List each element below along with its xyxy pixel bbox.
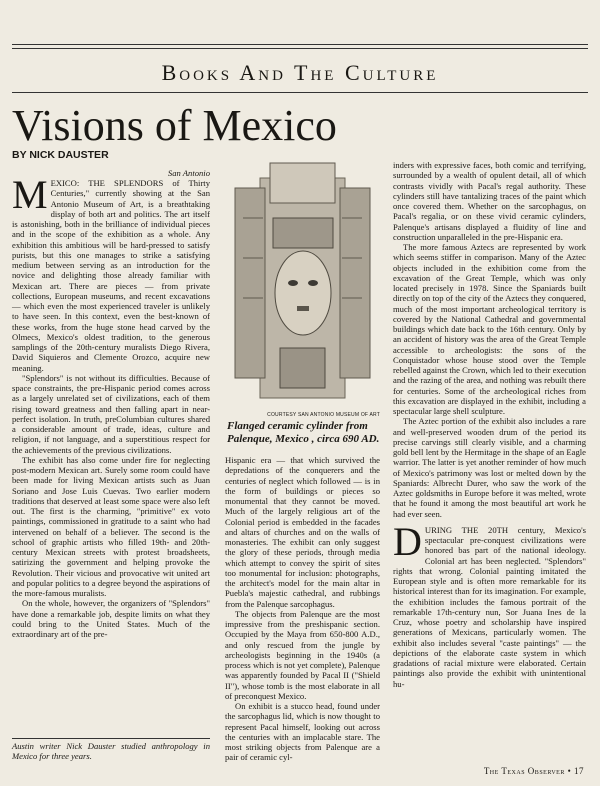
dateline: San Antonio [167, 168, 210, 178]
drop-cap: D [393, 518, 422, 564]
paragraph: The exhibit has also come under fire for neglecting post-modern Mexican art. Surely some room could have been made for living Mexican artists such as Juan Soriano and Jose Luis Cuevas. Two earlier modern traditions that deserved at least some space were also left out. The first is the charming, "primitive" ex voto paintings, commissioned in gratitude to a saint who had intervened on behalf of a believer. The second is the school of graphic artists who filled 19th- and 20th-century Mexican streets with protest broadsheets, satirizing the government and helping provoke the Revolution. Their vicious and provocative wit united art and popular politics to a degree beyond the aspirations of the more-famous muralists. [12, 454, 210, 598]
drop-cap: M [12, 172, 48, 217]
paragraph: DURING THE 20TH century, Mexico's spectacular pre-conquest civilizations were honored bas part of the national ideology. Colonial art has been neglected. "Splendors" rights that wrong. Colonial painting imitated the European style and is often more remarkable for its historical interest than for its imagination. For example, the exhibition includes the famous portrait of the remarkable 17th-century nun, Sor Juana Ines de la Cruz, whose poetry and scholarship have inspired generations of Mexicans, particularly women. The exhibit also includes several "caste paintings" — the depictions of the elaborate caste system in which gradations of racial mixture were elaborated. Certain paintings also provide the exhibit with unintentional hu- [393, 518, 586, 689]
paragraph: MEXICO: THE SPLENDORS of Thirty Centuries," currently showing at the San Antonio Museum of Art, is a breathtaking display of both art and politics. The art itself is astonishing, both in the brilliance of individual pieces and in the scope of the exhibition as a whole. Any exhibition this ambitious will be hard-pressed to satisfy purists, but this one manages to strike a satisfying medium between serving as an introduction for the novice and delighting those already familiar with Mexican art. There are pieces — from private collections, European museums, and recent excavations — which even the most experienced traveler is unlikely to have seen. In this context, even the best-known of these works, from the huge stone head carved by the Olmecs, Mexico's oldest tradition, to the generous samplings of the 20th-century muralists Diego Rivera, David Siquieros and Clemente Orozco, acquire new meaning. [12, 172, 210, 373]
section-header: Books And The Culture [161, 60, 439, 85]
column-1 [12, 168, 210, 639]
top-rule-thin [12, 48, 588, 49]
paragraph: Hispanic era — that which survived the depredations of the conquerers and the centuries of neglect which followed — is in the form of buildings or pieces so monumental that they cannot be moved. Much of the largely religious art of the Colonial period is embedded in the facades and altars of churches and on the walls of monasteries. The exhibit can only suggest the glory of these periods, through media which attempt to convey the spirit of sites too monumental for inclusion: photographs, the architect's model for the main altar in Puebla's majestic cathedral, and rubbings from the Palenque sarcophagus. [225, 455, 380, 609]
top-rule [12, 44, 588, 45]
author-note: Austin writer Nick Dauster studied anthropology in Mexico for three years. [12, 741, 210, 762]
paragraph: On the whole, however, the organizers of "Splendors" have done a remarkable job, despite limits on what they could bring to the United States. Much of the extraordinary art of the pre- [12, 598, 210, 639]
section-rule [12, 92, 588, 93]
paragraph: The objects from Palenque are the most impressive from the preshispanic section. Occupied by the Maya from 650-800 A.D., and only rescued from the jungle by archeologists beginning in the 1940s (a process which is not yet complete), Palenque was apparently founded by Pacal II ("Shield II"), whose tomb is the most elaborate in all of preconquest Mexico. [225, 608, 380, 701]
column-2 [225, 455, 380, 763]
photo-caption: Flanged ceramic cylinder from Palenque, Mexico , circa 690 AD. [227, 420, 380, 445]
paragraph: "Splendors" is not without its difficulties. Because of space constraints, the pre-Hispanic period comes across as a largely unrelated set of civilizations, each of them rising toward greatness and then falling apart in near-perfect isolation. In truth, preColumbian cultures shared a considerable amount of trade, ideas, culture and religion, if not language, and a superstitious respect for the achievements of the previous civilizations. [12, 372, 210, 455]
paragraph: The Aztec portion of the exhibit also includes a rare and well-preserved wooden drum of the period its precise carvings still clearly visible, and a charming gold bell lent by the Hermitage in the shape of an Eagle warrior. The latter is yet another reminder of how much of Mexico's patrimony was lost or melted down by the Spaniards: Albrecht Durer, who saw the work of the Aztec goldsmiths in Europe before it was melted, wrote that he found it among the most beautiful art work he had ever seen. [393, 416, 586, 519]
photo-credit: COURTESY SAN ANTONIO MUSEUM OF ART [267, 412, 380, 418]
paragraph: inders with expressive faces, both comic and terrifying, surrounded by a wealth of opulent detail, all of which contrasts vividly with Pacal's regal authority. These cylinders still have tantalizing traces of the paint which once covered them. Whether on the sarcophagus, on Pacal's regalia, or on these vivid ceramic cylinders, Palenque's artisans displayed a fluidity of line and construction unparalleled in the pre-Hispanic era. [393, 160, 586, 242]
paragraph: On exhibit is a stucco head, found under the sarcophagus lid, which is now thought to represent Pacal himself, looking out across the centuries with an implacable stare. The most striking objects from Palenque are a pair of ceramic cyl- [225, 701, 380, 763]
ceramic-cylinder-photo [225, 158, 380, 413]
byline: BY NICK DAUSTER [12, 149, 109, 161]
page-footer: The Texas Observer • 17 [483, 766, 584, 776]
author-note-rule [12, 738, 210, 739]
column-3 [393, 160, 586, 689]
paragraph: The more famous Aztecs are represented by work which seems stiffer in comparison. Many of the Aztec objects included in the exhibition come from the excavation of the Great Temple, which was only located precisely in 1978. Since the Spaniards built directly on top of the city of the Aztecs they conquered, much of the most important archeological territory is covered by the National Cathedral and governmental buildings which date back to the 16th century. Only by an accident of history was the area of the Great Temple accessible to archeologists: the sons of the Conquistador whose house stood over the Temple rebelled against the Crown, which led to their execution and the razing of the area, and nothing was rebuilt there for centuries. Some of the archeological riches from this excavation are displayed in the exhibit, including a spectacular large shell sculpture. [393, 242, 586, 416]
article-title: Visions of Mexico [12, 101, 337, 150]
